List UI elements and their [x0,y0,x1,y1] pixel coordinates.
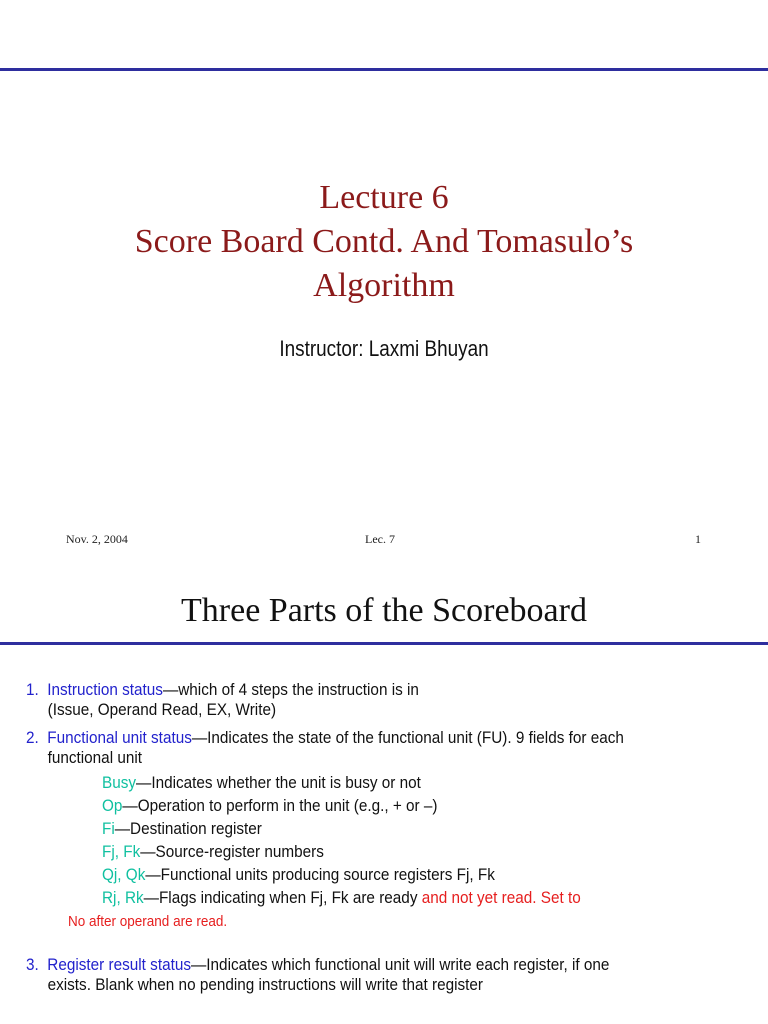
title-line-2: Score Board Contd. And Tomasulo’s [134,223,634,260]
list-item-instruction-status [26,680,463,720]
field-term: Fj, Fk [102,842,141,861]
field-description: —Destination register [114,819,262,838]
item-description: —Indicates the state of the functional unit (FU). 9 fields for each [191,728,624,747]
read-note [68,911,245,932]
item-description-line-2: functional unit [47,748,143,767]
field-term: Qj, Qk [102,865,146,884]
footer-date: Nov. 2, 2004 [66,532,128,546]
item-number: 3. [26,955,39,974]
item-description: —which of 4 steps the instruction is in [162,680,419,699]
field-busy [102,773,456,793]
field-description: —Functional units producing source registers Fj, Fk [145,865,495,884]
field-fj-fk [102,842,349,862]
list-item-functional-unit-status [26,728,690,768]
footer-page-number: 1 [695,532,701,546]
note-text: No after operand are read. [68,913,228,930]
field-term: Fi [102,819,115,838]
item-term: Functional unit status [47,728,192,747]
title-line-3: Algorithm [313,267,455,304]
slide-2-title-rule [0,642,768,645]
field-red-note: and not yet read. Set to [421,888,581,907]
field-description: —Flags indicating when Fj, Fk are ready [143,888,422,907]
field-fi [102,819,280,839]
field-qj-qk [102,865,539,885]
item-number: 2. [26,728,39,747]
slide-2-title: Three Parts of the Scoreboard [181,592,587,629]
field-description: —Source-register numbers [140,842,324,861]
field-rj-rk [102,888,634,908]
item-description: —Indicates which functional unit will write each register, if one [190,955,610,974]
title-line-1: Lecture 6 [319,179,449,216]
list-item-register-result-status [26,955,674,995]
instructor-name: Instructor: Laxmi Bhuyan [279,336,489,361]
field-term: Op [102,796,123,815]
item-description-line-2: exists. Blank when no pending instructions will write that register [47,975,484,994]
item-term: Register result status [47,955,191,974]
field-description: —Indicates whether the unit is busy or not [136,773,421,792]
slide-1-top-rule [0,68,768,71]
item-number: 1. [26,680,39,699]
field-description: —Operation to perform in the unit (e.g., + or –) [122,796,438,815]
slide-1-title [0,176,768,308]
item-description-line-2: (Issue, Operand Read, EX, Write) [47,700,277,719]
slide-2 [0,580,768,1024]
footer-lecture: Lec. 7 [365,532,395,546]
field-term: Busy [102,773,137,792]
item-term: Instruction status [47,680,163,699]
field-op [102,796,475,816]
field-term: Rj, Rk [102,888,144,907]
